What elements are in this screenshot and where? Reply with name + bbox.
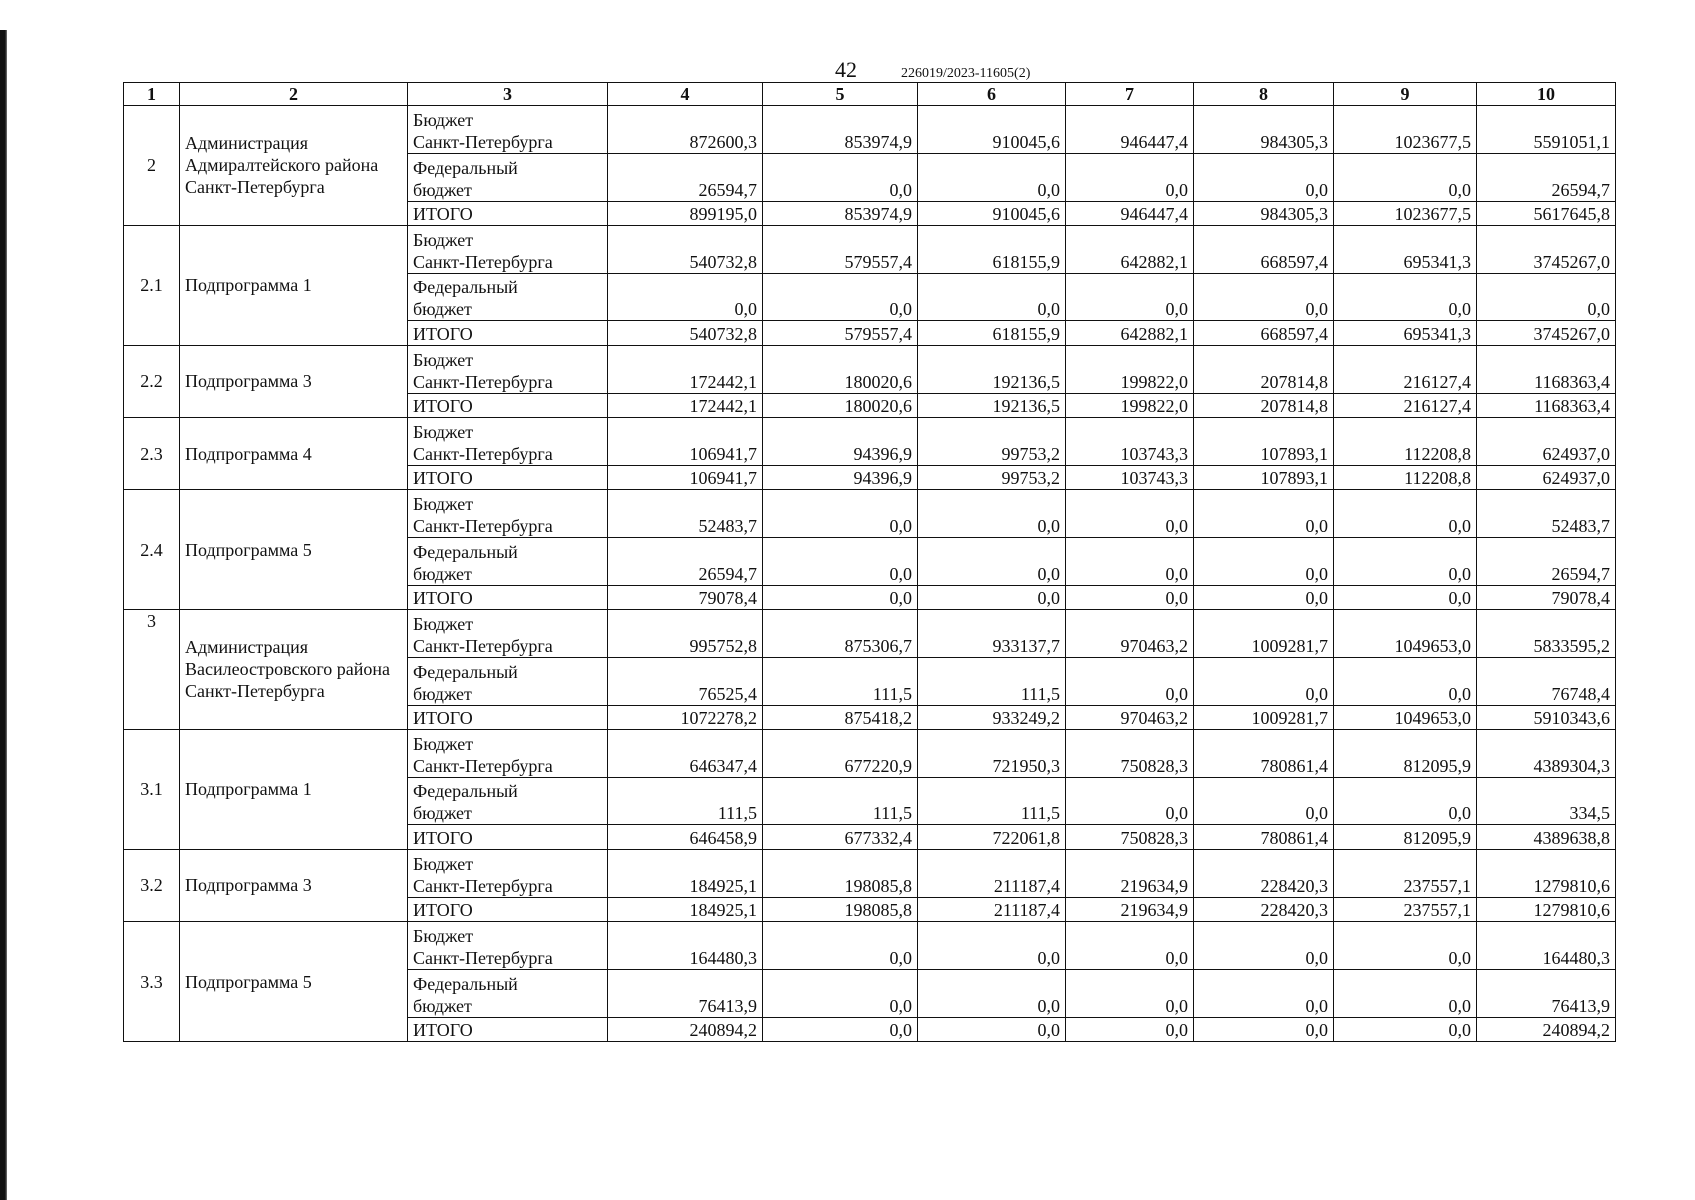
amount-cell: 0,0 xyxy=(918,490,1066,538)
amount-cell: 4389638,8 xyxy=(1477,825,1616,849)
amount-cell: 111,5 xyxy=(763,777,918,825)
amount-cell: 1168363,4 xyxy=(1477,345,1616,393)
amount-cell: 112208,8 xyxy=(1334,465,1477,489)
amount-cell: 0,0 xyxy=(918,585,1066,609)
amount-cell: 0,0 xyxy=(1066,777,1194,825)
amount-cell: 207814,8 xyxy=(1194,393,1334,417)
amount-cell: 107893,1 xyxy=(1194,417,1334,465)
organization-name: Подпрограмма 5 xyxy=(180,490,408,610)
amount-cell: 76413,9 xyxy=(608,969,763,1017)
amount-cell: 0,0 xyxy=(1194,1017,1334,1042)
funding-source: ИТОГО xyxy=(408,705,608,729)
amount-cell: 0,0 xyxy=(1477,273,1616,321)
organization-name: Подпрограмма 4 xyxy=(180,417,408,489)
page-number: 42 xyxy=(835,57,857,82)
amount-cell: 26594,7 xyxy=(608,153,763,201)
organization-name: Подпрограмма 1 xyxy=(180,729,408,849)
amount-cell: 106941,7 xyxy=(608,417,763,465)
amount-cell: 26594,7 xyxy=(608,537,763,585)
amount-cell: 0,0 xyxy=(1194,153,1334,201)
organization-name: Подпрограмма 5 xyxy=(180,922,408,1042)
funding-source: Бюджет Санкт-Петербурга xyxy=(408,345,608,393)
amount-cell: 0,0 xyxy=(918,1017,1066,1042)
table-row xyxy=(124,922,1616,970)
amount-cell: 0,0 xyxy=(1066,922,1194,970)
amount-cell: 199822,0 xyxy=(1066,393,1194,417)
amount-cell: 0,0 xyxy=(763,490,918,538)
amount-cell: 0,0 xyxy=(1194,585,1334,609)
amount-cell: 5591051,1 xyxy=(1477,106,1616,154)
amount-cell: 910045,6 xyxy=(918,106,1066,154)
column-header: 5 xyxy=(763,83,918,106)
column-header: 8 xyxy=(1194,83,1334,106)
amount-cell: 721950,3 xyxy=(918,729,1066,777)
row-number: 3.1 xyxy=(124,729,180,849)
column-header: 1 xyxy=(124,83,180,106)
page-header xyxy=(835,57,1030,83)
amount-cell: 0,0 xyxy=(1194,777,1334,825)
row-number: 2.2 xyxy=(124,345,180,417)
amount-cell: 1023677,5 xyxy=(1334,201,1477,225)
amount-cell: 240894,2 xyxy=(608,1017,763,1042)
amount-cell: 219634,9 xyxy=(1066,849,1194,897)
amount-cell: 172442,1 xyxy=(608,393,763,417)
amount-cell: 0,0 xyxy=(1194,657,1334,705)
amount-cell: 164480,3 xyxy=(608,922,763,970)
amount-cell: 111,5 xyxy=(918,657,1066,705)
amount-cell: 0,0 xyxy=(1334,777,1477,825)
amount-cell: 933249,2 xyxy=(918,705,1066,729)
amount-cell: 0,0 xyxy=(918,969,1066,1017)
table-row xyxy=(124,610,1616,658)
amount-cell: 910045,6 xyxy=(918,201,1066,225)
amount-cell: 107893,1 xyxy=(1194,465,1334,489)
amount-cell: 172442,1 xyxy=(608,345,763,393)
table-row xyxy=(124,225,1616,273)
amount-cell: 0,0 xyxy=(1066,585,1194,609)
amount-cell: 79078,4 xyxy=(608,585,763,609)
amount-cell: 780861,4 xyxy=(1194,825,1334,849)
amount-cell: 1049653,0 xyxy=(1334,610,1477,658)
amount-cell: 103743,3 xyxy=(1066,417,1194,465)
header-row xyxy=(124,83,1616,106)
amount-cell: 111,5 xyxy=(918,777,1066,825)
funding-source: ИТОГО xyxy=(408,465,608,489)
amount-cell: 0,0 xyxy=(1334,537,1477,585)
amount-cell: 579557,4 xyxy=(763,321,918,345)
row-number: 2.4 xyxy=(124,490,180,610)
amount-cell: 0,0 xyxy=(608,273,763,321)
amount-cell: 228420,3 xyxy=(1194,897,1334,921)
amount-cell: 0,0 xyxy=(1334,153,1477,201)
amount-cell: 3745267,0 xyxy=(1477,225,1616,273)
amount-cell: 624937,0 xyxy=(1477,465,1616,489)
amount-cell: 237557,1 xyxy=(1334,849,1477,897)
amount-cell: 180020,6 xyxy=(763,345,918,393)
amount-cell: 624937,0 xyxy=(1477,417,1616,465)
funding-source: Федеральный бюджет xyxy=(408,273,608,321)
table-row xyxy=(124,849,1616,897)
amount-cell: 668597,4 xyxy=(1194,225,1334,273)
amount-cell: 211187,4 xyxy=(918,897,1066,921)
amount-cell: 99753,2 xyxy=(918,465,1066,489)
amount-cell: 216127,4 xyxy=(1334,345,1477,393)
amount-cell: 94396,9 xyxy=(763,465,918,489)
amount-cell: 618155,9 xyxy=(918,321,1066,345)
amount-cell: 946447,4 xyxy=(1066,201,1194,225)
row-number: 3.3 xyxy=(124,922,180,1042)
column-header: 3 xyxy=(408,83,608,106)
amount-cell: 946447,4 xyxy=(1066,106,1194,154)
row-number: 3 xyxy=(124,610,180,730)
amount-cell: 933137,7 xyxy=(918,610,1066,658)
amount-cell: 0,0 xyxy=(1334,1017,1477,1042)
funding-source: ИТОГО xyxy=(408,1017,608,1042)
funding-source: ИТОГО xyxy=(408,585,608,609)
funding-source: Федеральный бюджет xyxy=(408,537,608,585)
organization-name: Подпрограмма 3 xyxy=(180,345,408,417)
amount-cell: 0,0 xyxy=(1066,153,1194,201)
row-number: 2.3 xyxy=(124,417,180,489)
amount-cell: 695341,3 xyxy=(1334,321,1477,345)
row-number: 3.2 xyxy=(124,849,180,921)
amount-cell: 106941,7 xyxy=(608,465,763,489)
amount-cell: 1279810,6 xyxy=(1477,849,1616,897)
amount-cell: 240894,2 xyxy=(1477,1017,1616,1042)
amount-cell: 984305,3 xyxy=(1194,106,1334,154)
amount-cell: 0,0 xyxy=(763,922,918,970)
amount-cell: 111,5 xyxy=(763,657,918,705)
table-row xyxy=(124,345,1616,393)
amount-cell: 219634,9 xyxy=(1066,897,1194,921)
amount-cell: 0,0 xyxy=(918,537,1066,585)
amount-cell: 198085,8 xyxy=(763,897,918,921)
row-number: 2 xyxy=(124,106,180,226)
amount-cell: 198085,8 xyxy=(763,849,918,897)
amount-cell: 0,0 xyxy=(1066,657,1194,705)
amount-cell: 26594,7 xyxy=(1477,153,1616,201)
amount-cell: 750828,3 xyxy=(1066,825,1194,849)
amount-cell: 0,0 xyxy=(918,153,1066,201)
scan-edge xyxy=(0,30,7,1200)
amount-cell: 1072278,2 xyxy=(608,705,763,729)
amount-cell: 52483,7 xyxy=(608,490,763,538)
amount-cell: 334,5 xyxy=(1477,777,1616,825)
amount-cell: 99753,2 xyxy=(918,417,1066,465)
amount-cell: 207814,8 xyxy=(1194,345,1334,393)
amount-cell: 677220,9 xyxy=(763,729,918,777)
amount-cell: 0,0 xyxy=(1334,657,1477,705)
amount-cell: 0,0 xyxy=(1334,969,1477,1017)
amount-cell: 192136,5 xyxy=(918,345,1066,393)
amount-cell: 1023677,5 xyxy=(1334,106,1477,154)
amount-cell: 0,0 xyxy=(1066,490,1194,538)
row-number: 2.1 xyxy=(124,225,180,345)
funding-source: Федеральный бюджет xyxy=(408,777,608,825)
amount-cell: 0,0 xyxy=(763,153,918,201)
amount-cell: 0,0 xyxy=(763,537,918,585)
funding-source: Федеральный бюджет xyxy=(408,153,608,201)
column-header: 2 xyxy=(180,83,408,106)
funding-source: ИТОГО xyxy=(408,393,608,417)
table-row xyxy=(124,490,1616,538)
amount-cell: 76525,4 xyxy=(608,657,763,705)
amount-cell: 0,0 xyxy=(1066,1017,1194,1042)
column-header: 7 xyxy=(1066,83,1194,106)
amount-cell: 180020,6 xyxy=(763,393,918,417)
amount-cell: 0,0 xyxy=(763,273,918,321)
funding-source: Бюджет Санкт-Петербурга xyxy=(408,225,608,273)
funding-source: ИТОГО xyxy=(408,825,608,849)
amount-cell: 199822,0 xyxy=(1066,345,1194,393)
amount-cell: 76413,9 xyxy=(1477,969,1616,1017)
amount-cell: 0,0 xyxy=(1066,273,1194,321)
table-body xyxy=(124,106,1616,1042)
amount-cell: 1049653,0 xyxy=(1334,705,1477,729)
amount-cell: 228420,3 xyxy=(1194,849,1334,897)
amount-cell: 722061,8 xyxy=(918,825,1066,849)
column-header: 9 xyxy=(1334,83,1477,106)
funding-source: Федеральный бюджет xyxy=(408,657,608,705)
amount-cell: 1168363,4 xyxy=(1477,393,1616,417)
document-id: 226019/2023-11605(2) xyxy=(901,66,1031,81)
amount-cell: 642882,1 xyxy=(1066,225,1194,273)
amount-cell: 0,0 xyxy=(1194,537,1334,585)
amount-cell: 192136,5 xyxy=(918,393,1066,417)
organization-name: Администрация Адмиралтейского района Санкт-Петербурга xyxy=(180,106,408,226)
amount-cell: 812095,9 xyxy=(1334,729,1477,777)
amount-cell: 94396,9 xyxy=(763,417,918,465)
table-row xyxy=(124,417,1616,465)
amount-cell: 0,0 xyxy=(1066,537,1194,585)
budget-table xyxy=(123,82,1616,1042)
amount-cell: 76748,4 xyxy=(1477,657,1616,705)
amount-cell: 5617645,8 xyxy=(1477,201,1616,225)
amount-cell: 695341,3 xyxy=(1334,225,1477,273)
amount-cell: 0,0 xyxy=(763,1017,918,1042)
amount-cell: 642882,1 xyxy=(1066,321,1194,345)
amount-cell: 540732,8 xyxy=(608,321,763,345)
amount-cell: 618155,9 xyxy=(918,225,1066,273)
funding-source: Федеральный бюджет xyxy=(408,969,608,1017)
amount-cell: 112208,8 xyxy=(1334,417,1477,465)
amount-cell: 0,0 xyxy=(1334,585,1477,609)
funding-source: Бюджет Санкт-Петербурга xyxy=(408,729,608,777)
amount-cell: 970463,2 xyxy=(1066,705,1194,729)
amount-cell: 4389304,3 xyxy=(1477,729,1616,777)
amount-cell: 0,0 xyxy=(1194,490,1334,538)
funding-source: Бюджет Санкт-Петербурга xyxy=(408,490,608,538)
funding-source: Бюджет Санкт-Петербурга xyxy=(408,106,608,154)
organization-name: Подпрограмма 3 xyxy=(180,849,408,921)
funding-source: ИТОГО xyxy=(408,897,608,921)
table-row xyxy=(124,729,1616,777)
amount-cell: 237557,1 xyxy=(1334,897,1477,921)
amount-cell: 0,0 xyxy=(1194,273,1334,321)
funding-source: Бюджет Санкт-Петербурга xyxy=(408,417,608,465)
amount-cell: 5833595,2 xyxy=(1477,610,1616,658)
amount-cell: 899195,0 xyxy=(608,201,763,225)
amount-cell: 984305,3 xyxy=(1194,201,1334,225)
amount-cell: 995752,8 xyxy=(608,610,763,658)
amount-cell: 0,0 xyxy=(1334,273,1477,321)
amount-cell: 750828,3 xyxy=(1066,729,1194,777)
table-row xyxy=(124,106,1616,154)
amount-cell: 26594,7 xyxy=(1477,537,1616,585)
amount-cell: 0,0 xyxy=(918,922,1066,970)
amount-cell: 853974,9 xyxy=(763,201,918,225)
amount-cell: 5910343,6 xyxy=(1477,705,1616,729)
funding-source: Бюджет Санкт-Петербурга xyxy=(408,610,608,658)
amount-cell: 164480,3 xyxy=(1477,922,1616,970)
column-header: 10 xyxy=(1477,83,1616,106)
amount-cell: 780861,4 xyxy=(1194,729,1334,777)
funding-source: Бюджет Санкт-Петербурга xyxy=(408,922,608,970)
column-header: 4 xyxy=(608,83,763,106)
amount-cell: 0,0 xyxy=(763,585,918,609)
amount-cell: 646347,4 xyxy=(608,729,763,777)
organization-name: Администрация Василеостровского района Санкт-Петербурга xyxy=(180,610,408,730)
amount-cell: 646458,9 xyxy=(608,825,763,849)
amount-cell: 0,0 xyxy=(763,969,918,1017)
amount-cell: 872600,3 xyxy=(608,106,763,154)
amount-cell: 3745267,0 xyxy=(1477,321,1616,345)
funding-source: Бюджет Санкт-Петербурга xyxy=(408,849,608,897)
amount-cell: 875418,2 xyxy=(763,705,918,729)
amount-cell: 970463,2 xyxy=(1066,610,1194,658)
amount-cell: 211187,4 xyxy=(918,849,1066,897)
organization-name: Подпрограмма 1 xyxy=(180,225,408,345)
amount-cell: 0,0 xyxy=(1334,490,1477,538)
amount-cell: 677332,4 xyxy=(763,825,918,849)
amount-cell: 812095,9 xyxy=(1334,825,1477,849)
amount-cell: 79078,4 xyxy=(1477,585,1616,609)
amount-cell: 853974,9 xyxy=(763,106,918,154)
amount-cell: 1009281,7 xyxy=(1194,610,1334,658)
amount-cell: 1279810,6 xyxy=(1477,897,1616,921)
amount-cell: 52483,7 xyxy=(1477,490,1616,538)
amount-cell: 540732,8 xyxy=(608,225,763,273)
amount-cell: 111,5 xyxy=(608,777,763,825)
amount-cell: 103743,3 xyxy=(1066,465,1194,489)
amount-cell: 0,0 xyxy=(1066,969,1194,1017)
amount-cell: 0,0 xyxy=(918,273,1066,321)
amount-cell: 0,0 xyxy=(1334,922,1477,970)
amount-cell: 579557,4 xyxy=(763,225,918,273)
amount-cell: 0,0 xyxy=(1194,969,1334,1017)
funding-source: ИТОГО xyxy=(408,321,608,345)
funding-source: ИТОГО xyxy=(408,201,608,225)
amount-cell: 668597,4 xyxy=(1194,321,1334,345)
column-header: 6 xyxy=(918,83,1066,106)
amount-cell: 216127,4 xyxy=(1334,393,1477,417)
amount-cell: 1009281,7 xyxy=(1194,705,1334,729)
amount-cell: 0,0 xyxy=(1194,922,1334,970)
amount-cell: 184925,1 xyxy=(608,849,763,897)
amount-cell: 184925,1 xyxy=(608,897,763,921)
amount-cell: 875306,7 xyxy=(763,610,918,658)
